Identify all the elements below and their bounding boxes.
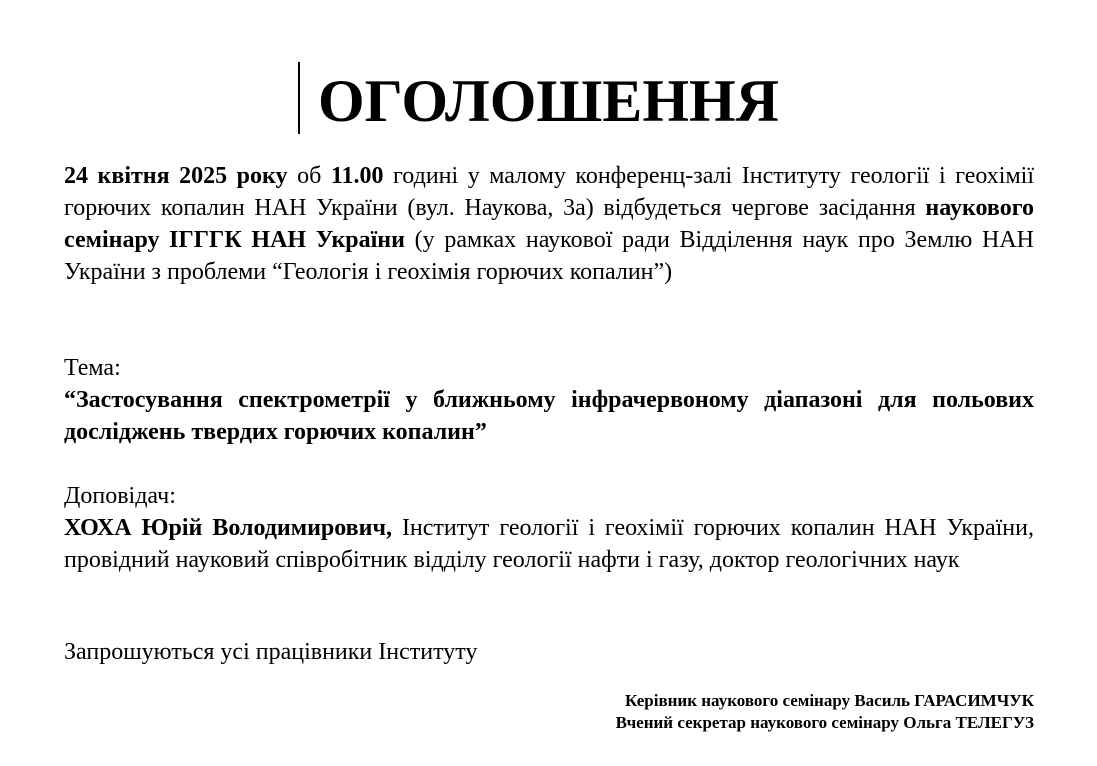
seminar-secretary-signature: Вчений секретар наукового семінару Ольга ТЕЛЕГУЗ — [615, 713, 1034, 732]
title-container — [0, 58, 1097, 144]
topic-label: Тема: — [64, 355, 121, 381]
event-at-text: об — [287, 163, 331, 189]
seminar-context: (у рамках наукової ради Відділення наук про Землю НАН України з проблеми “Геологія і геохімія горючих копалин”) — [64, 227, 1034, 285]
event-location: годині у малому конференц-залі Інституту геології і геохімії горючих копалин НАН України (вул. Наукова, 3а) відбудеться чергове засідання — [64, 163, 1034, 221]
page-title: ОГОЛОШЕННЯ — [318, 68, 779, 134]
speaker-label: Доповідач: — [64, 483, 176, 509]
speaker-name: ХОХА Юрій Володимирович, — [64, 515, 392, 541]
announcement-paragraph — [64, 160, 1034, 288]
signatures-block — [616, 690, 1034, 734]
speaker-info — [64, 512, 1034, 576]
seminar-head-signature: Керівник наукового семінару Василь ГАРАСИМЧУК — [625, 691, 1034, 710]
event-time: 11.00 — [330, 163, 384, 189]
speaker-details: Інститут геології і геохімії горючих копалин НАН України, провідний науковий співробітник відділу геології нафти і газу, доктор геологічних наук — [64, 515, 1034, 573]
seminar-name: наукового семінару ІГГГК НАН України — [64, 195, 1034, 253]
invitation-text: Запрошуються усі працівники Інституту — [64, 639, 478, 665]
event-date: 24 квітня 2025 року — [64, 163, 288, 189]
topic-title: “Застосування спектрометрії у ближньому інфрачервоному діапазоні для польових досліджень твердих горючих копалин” — [64, 387, 1034, 445]
